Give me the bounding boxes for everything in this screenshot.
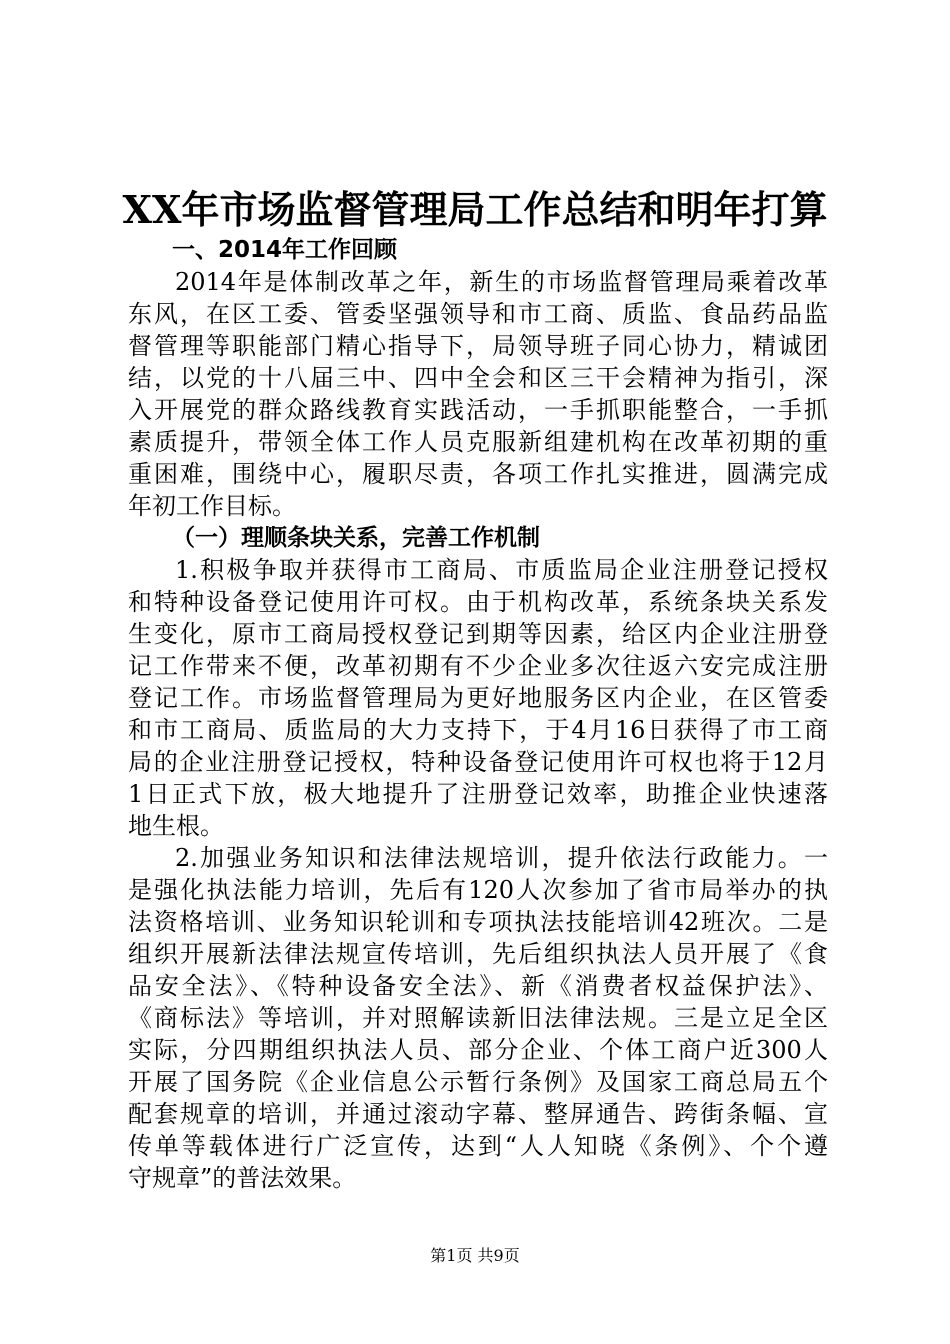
text-line: 2014年是体制改革之年，新生的市场监督管理局乘着改革 bbox=[175, 268, 828, 296]
section-heading-work-review: 一、2014年工作回顾 bbox=[172, 237, 398, 263]
text-line: 品安全法》、《特种设备安全法》、新《消费者权益保护法》、 bbox=[128, 972, 828, 1000]
paragraph-item-1 bbox=[128, 554, 828, 842]
text-line: 地生根。 bbox=[128, 812, 224, 840]
text-line: 配套规章的培训，并通过滚动字幕、整屏通告、跨街条幅、宣 bbox=[128, 1100, 828, 1128]
text-line: 传单等载体进行广泛宣传，达到“人人知晓《条例》、个个遵 bbox=[128, 1132, 828, 1160]
document-body bbox=[128, 234, 828, 1194]
subsection-heading-mechanism: （一）理顺条块关系，完善工作机制 bbox=[172, 525, 540, 551]
page-number: 第1页 共9页 bbox=[430, 1246, 520, 1265]
text-line: 入开展党的群众路线教育实践活动，一手抓职能整合，一手抓 bbox=[128, 396, 828, 424]
paragraph-overview bbox=[128, 266, 828, 522]
text-line: 年初工作目标。 bbox=[128, 492, 296, 520]
text-line: 1日正式下放，极大地提升了注册登记效率，助推企业快速落 bbox=[128, 780, 828, 808]
text-line: 是强化执法能力培训，先后有120人次参加了省市局举办的执 bbox=[128, 876, 828, 904]
text-line: 东风，在区工委、管委坚强领导和市工商、质监、食品药品监 bbox=[128, 300, 828, 328]
text-line: 和市工商局、质监局的大力支持下，于4月16日获得了市工商 bbox=[128, 716, 828, 744]
paragraph-item-2 bbox=[128, 842, 828, 1194]
text-line: 2.加强业务知识和法律法规培训，提升依法行政能力。一 bbox=[175, 844, 828, 872]
text-line: 和特种设备登记使用许可权。由于机构改革，系统条块关系发 bbox=[128, 588, 828, 616]
text-line: 重困难，围绕中心，履职尽责，各项工作扎实推进，圆满完成 bbox=[128, 460, 828, 488]
text-line: 素质提升，带领全体工作人员克服新组建机构在改革初期的重 bbox=[128, 428, 828, 456]
text-line: 组织开展新法律法规宣传培训，先后组织执法人员开展了《食 bbox=[128, 940, 828, 968]
text-line: 法资格培训、业务知识轮训和专项执法技能培训42班次。二是 bbox=[128, 908, 828, 936]
text-line: 开展了国务院《企业信息公示暂行条例》及国家工商总局五个 bbox=[128, 1068, 828, 1096]
text-line: 生变化，原市工商局授权登记到期等因素，给区内企业注册登 bbox=[128, 620, 828, 648]
text-line: 局的企业注册登记授权，特种设备登记使用许可权也将于12月 bbox=[128, 748, 828, 776]
text-line: 实际，分四期组织执法人员、部分企业、个体工商户近300人 bbox=[128, 1036, 828, 1064]
document-title: XX年市场监督管理局工作总结和明年打算 bbox=[122, 187, 828, 232]
text-line: 1.积极争取并获得市工商局、市质监局企业注册登记授权 bbox=[175, 556, 828, 584]
text-line: 记工作带来不便，改革初期有不少企业多次往返六安完成注册 bbox=[128, 652, 828, 680]
text-line: 督管理等职能部门精心指导下，局领导班子同心协力，精诚团 bbox=[128, 332, 828, 360]
text-line: 守规章”的普法效果。 bbox=[128, 1164, 357, 1192]
text-line: 结，以党的十八届三中、四中全会和区三干会精神为指引，深 bbox=[128, 364, 828, 392]
text-line: 《商标法》等培训，并对照解读新旧法律法规。三是立足全区 bbox=[128, 1004, 828, 1032]
text-line: 登记工作。市场监督管理局为更好地服务区内企业，在区管委 bbox=[128, 684, 828, 712]
